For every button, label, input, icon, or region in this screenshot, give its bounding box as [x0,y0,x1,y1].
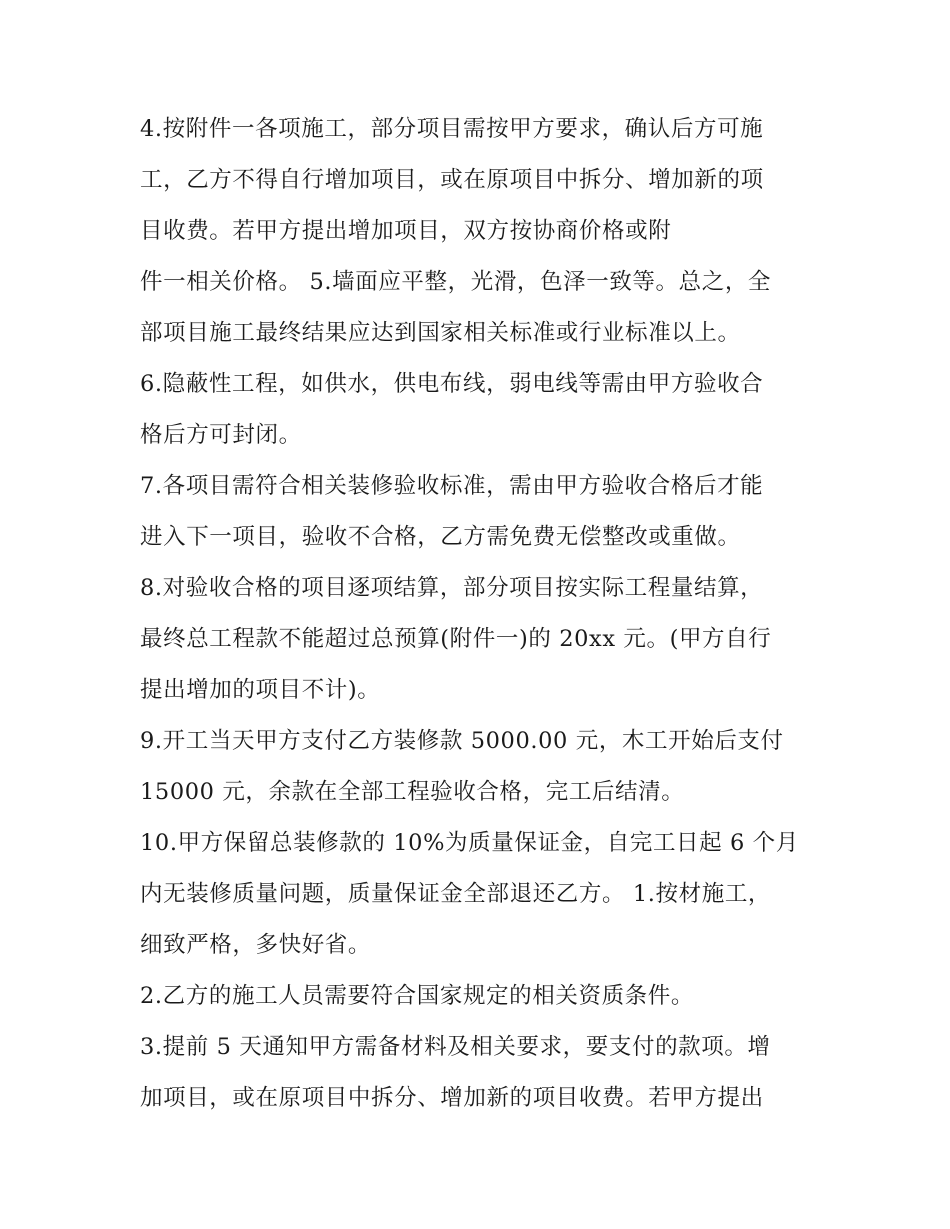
text-line-12: 提出增加的项目不计)。 [140,677,381,703]
text-line-9: 进入下一项目，验收不合格，乙方需免费无偿整改或重做。 [140,524,741,550]
text-line-8: 7.各项目需符合相关装修验收标准，需由甲方验收合格后才能 [140,473,764,499]
text-line-5: 部项目施工最终结果应达到国家相关标准或行业标准以上。 [140,320,741,346]
text-line-14: 15000 元，余款在全部工程验收合格，完工后结清。 [140,779,685,805]
text-line-17: 细致严格，多快好省。 [140,932,372,958]
text-line-18: 2.乙方的施工人员需要符合国家规定的相关资质条件。 [140,983,694,1009]
text-line-7: 格后方可封闭。 [140,422,302,448]
text-line-11: 最终总工程款不能超过总预算(附件一)的 20xx 元。(甲方自行 [140,626,772,652]
text-line-10: 8.对验收合格的项目逐项结算，部分项目按实际工程量结算， [140,575,764,601]
text-line-13: 9.开工当天甲方支付乙方装修款 5000.00 元，木工开始后支付 [140,728,784,754]
contract-text [140,104,820,1124]
text-line-19: 3.提前 5 天通知甲方需备材料及相关要求，要支付的款项。增 [140,1034,771,1060]
text-line-6: 6.隐蔽性工程，如供水，供电布线，弱电线等需由甲方验收合 [140,371,764,397]
text-line-4: 件一相关价格。 5.墙面应平整，光滑，色泽一致等。总之，全 [140,269,772,295]
text-line-15: 10.甲方保留总装修款的 10%为质量保证金，自完工日起 6 个月 [140,830,799,856]
text-line-1: 4.按附件一各项施工，部分项目需按甲方要求，确认后方可施 [140,116,764,142]
text-line-20: 加项目，或在原项目中拆分、增加新的项目收费。若甲方提出 [140,1085,764,1111]
text-line-2: 工，乙方不得自行增加项目，或在原项目中拆分、增加新的项 [140,167,764,193]
text-line-3: 目收费。若甲方提出增加项目，双方按协商价格或附 [140,218,672,244]
text-line-16: 内无装修质量问题，质量保证金全部退还乙方。 1.按材施工， [140,881,772,907]
